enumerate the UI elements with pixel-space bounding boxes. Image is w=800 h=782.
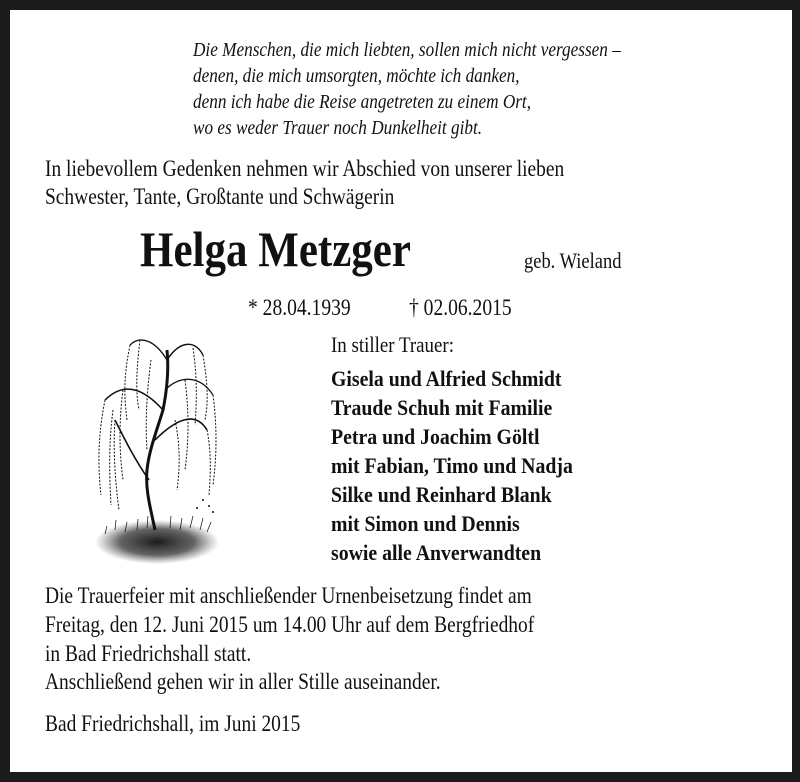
birth-date: * 28.04.1939 bbox=[248, 295, 351, 320]
deceased-name: Helga Metzger bbox=[140, 221, 411, 277]
intro-line: In liebevollem Gedenken nehmen wir Abschied von unserer lieben bbox=[45, 156, 565, 181]
mourner-line: Silke und Reinhard Blank bbox=[331, 482, 552, 507]
mourner-line: mit Simon und Dennis bbox=[331, 511, 520, 536]
funeral-line: in Bad Friedrichshall statt. bbox=[45, 641, 252, 666]
funeral-line: Die Trauerfeier mit anschließender Urnenbeisetzung findet am bbox=[45, 583, 532, 608]
mourner-line: sowie alle Anverwandten bbox=[331, 540, 542, 565]
poem-line: denn ich habe die Reise angetreten zu einem Ort, bbox=[193, 91, 532, 113]
obituary-card bbox=[10, 10, 792, 772]
poem-line: Die Menschen, die mich liebten, sollen mich nicht vergessen – bbox=[193, 39, 621, 61]
funeral-line: Freitag, den 12. Juni 2015 um 14.00 Uhr auf dem Bergfriedhof bbox=[45, 612, 535, 637]
intro-line: Schwester, Tante, Großtante und Schwägerin bbox=[45, 184, 395, 209]
funeral-line: Anschließend gehen wir in aller Stille auseinander. bbox=[45, 669, 441, 694]
poem-line: denen, die mich umsorgten, möchte ich danken, bbox=[193, 65, 520, 87]
death-date: † 02.06.2015 bbox=[409, 295, 512, 320]
mourner-line: mit Fabian, Timo und Nadja bbox=[331, 453, 573, 478]
weeping-willow-icon bbox=[85, 320, 225, 575]
mourners-label: In stiller Trauer: bbox=[331, 332, 454, 357]
poem-line: wo es weder Trauer noch Dunkelheit gibt. bbox=[193, 117, 483, 139]
mourner-line: Gisela und Alfried Schmidt bbox=[331, 366, 562, 391]
maiden-name: geb. Wieland bbox=[524, 248, 622, 273]
mourner-line: Petra und Joachim Göltl bbox=[331, 424, 540, 449]
place-and-date: Bad Friedrichshall, im Juni 2015 bbox=[45, 711, 301, 736]
mourner-line: Traude Schuh mit Familie bbox=[331, 395, 553, 420]
